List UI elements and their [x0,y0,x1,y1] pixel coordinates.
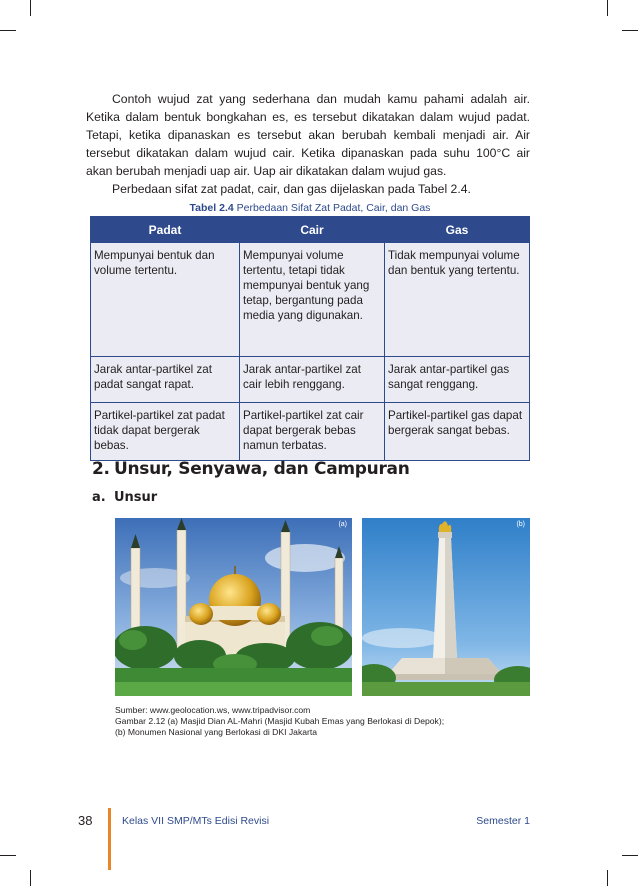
figure-caption-line-2: (b) Monumen Nasional yang Berlokasi di DKI Jakarta [115,727,318,737]
crop-mark [0,855,16,856]
photo-tag-b: (b) [516,521,525,528]
table-cell: Jarak antar-partikel zat padat sangat rapat. [91,357,240,403]
mosque-illustration [115,518,352,696]
crop-mark [0,30,16,31]
crop-mark [30,870,31,886]
footer-semester: Semester 1 [476,815,530,827]
states-of-matter-table [90,216,530,461]
paragraph-2: Perbedaan sifat zat padat, cair, dan gas dijelaskan pada Tabel 2.4. [112,182,471,196]
table-cell: Partikel-partikel zat padat tidak dapat bergerak bebas. [91,403,240,461]
table-cell: Tidak mempunyai volume dan bentuk yang tertentu. [385,243,530,357]
crop-mark [30,0,31,16]
crop-mark [622,30,638,31]
table-cell: Mempunyai bentuk dan volume tertentu. [91,243,240,357]
subsection-number: a. [92,490,106,505]
footer-book-title: Kelas VII SMP/MTs Edisi Revisi [122,815,270,827]
subsection-heading [92,490,157,505]
figure-caption [115,705,444,738]
header-gas: Gas [385,217,530,243]
crop-mark [607,0,608,16]
mosque-photo [115,518,352,696]
intro-text [86,90,530,198]
table-row [91,403,530,461]
table-cell: Mempunyai volume tertentu, tetapi tidak mempunyai bentuk yang tetap, bergantung pada media yang digunakan. [240,243,385,357]
table-row [91,243,530,357]
header-cair: Cair [240,217,385,243]
figure-source: Sumber: www.geolocation.ws, www.tripadvisor.com [115,705,311,715]
subsection-title: Unsur [114,490,158,505]
figure-caption-line-1: Gambar 2.12 (a) Masjid Dian AL-Mahri (Masjid Kubah Emas yang Berlokasi di Depok); [115,716,445,726]
paragraph-1: Contoh wujud zat yang sederhana dan mudah kamu pahami adalah air. Ketika dalam bentuk bongkahan es, es tersebut dikatakan dalam wujud padat. Tetapi, ketika dipanaskan es tersebut akan berubah kembali menjadi air. Air tersebut dikatakan dalam wujud cair. Ketika dipanaskan pada suhu 100°C air akan berubah menjadi uap air. Uap air dikatakan dalam wujud gas. [86,92,530,178]
table-row [91,357,530,403]
table-cell: Jarak antar-partikel zat cair lebih renggang. [240,357,385,403]
table-caption-text: Perbedaan Sifat Zat Padat, Cair, dan Gas [236,202,431,214]
crop-mark [622,855,638,856]
table-header-row [91,217,530,243]
photo-tag-a: (a) [338,521,347,528]
section-heading [92,459,410,479]
monument-photo [362,518,530,696]
monument-illustration [362,518,530,696]
header-padat: Padat [91,217,240,243]
table-cell: Partikel-partikel zat cair dapat bergerak bebas namun terbatas. [240,403,385,461]
table-caption-label: Tabel 2.4 [189,202,234,214]
section-number: 2. [92,459,110,479]
footer-divider [108,808,111,870]
section-title: Unsur, Senyawa, dan Campuran [114,459,410,479]
table-caption [90,202,530,214]
crop-mark [607,870,608,886]
page-number: 38 [78,813,93,828]
table-cell: Partikel-partikel gas dapat bergerak sangat bebas. [385,403,530,461]
table-cell: Jarak antar-partikel gas sangat renggang. [385,357,530,403]
